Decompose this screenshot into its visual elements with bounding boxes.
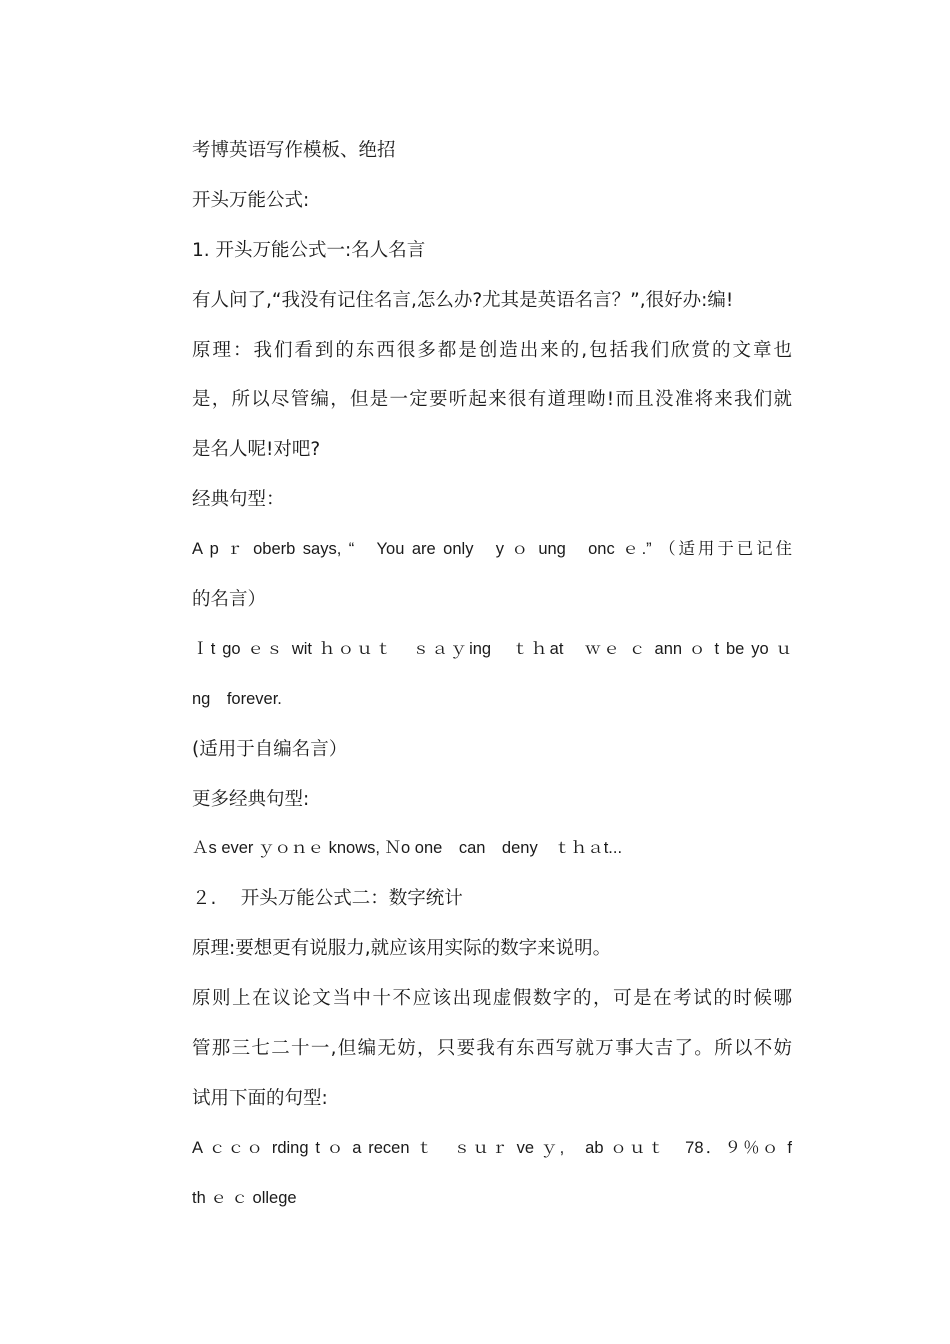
example-sentence-line: A ｃｃｏ rding t ｏ a recen ｔ ｓｕｒ ve ｙ, ab ｏｕｔ 78．９％ｏ f [192, 1138, 792, 1157]
paragraph-line: 是，所以尽管编，但是一定要听起来很有道理呦!而且没准将来我们就 [192, 389, 792, 411]
paragraph-line: 有人问了,“我没有记住名言,怎么办?尤其是英语名言？”,很好办:编! [192, 289, 734, 311]
document-body [192, 126, 792, 1224]
paragraph-line: 原则上在议论文当中十不应该出现虚假数字的，可是在考试的时候哪 [192, 988, 792, 1010]
subsection-heading: ２. 开头万能公式二：数字统计 [192, 888, 463, 910]
example-sentence-line: A p ｒ oberb says, “ You are only y ｏ ung onc ｅ.” （适用于已记住 [192, 540, 792, 559]
example-sentence-line: th ｅ ｃ ollege [192, 1188, 297, 1207]
paragraph-line: 原理：我们看到的东西很多都是创造出来的,包括我们欣赏的文章也 [192, 339, 792, 361]
paragraph-line: 的名言） [192, 589, 267, 611]
paragraph-line: 是名人呢!对吧? [192, 439, 321, 461]
example-sentence-line: ng forever. [192, 689, 282, 708]
subsection-heading: 1. 开头万能公式一:名人名言 [192, 239, 426, 261]
example-sentence-line: Ｉt go ｅｓ wit ｈｏｕｔ ｓａｙing ｔｈat ｗｅ ｃ ann ｏ t be yo ｕ [192, 639, 792, 658]
paragraph-line: 试用下面的句型: [192, 1087, 328, 1109]
document-title: 考博英语写作模板、绝招 [192, 140, 396, 161]
section-heading: 更多经典句型: [192, 788, 310, 810]
section-heading: 经典句型： [192, 489, 285, 511]
example-sentence-line: Ａs ever ｙｏｎｅ knows, Ｎo one can deny ｔｈａt... [192, 839, 623, 858]
section-heading: 开头万能公式: [192, 189, 310, 211]
paragraph-line: 原理:要想更有说服力,就应该用实际的数字来说明。 [192, 938, 612, 960]
paragraph-line: 管那三七二十一,但编无妨，只要我有东西写就万事大吉了。所以不妨 [192, 1038, 792, 1060]
paragraph-line: (适用于自编名言） [192, 738, 348, 760]
